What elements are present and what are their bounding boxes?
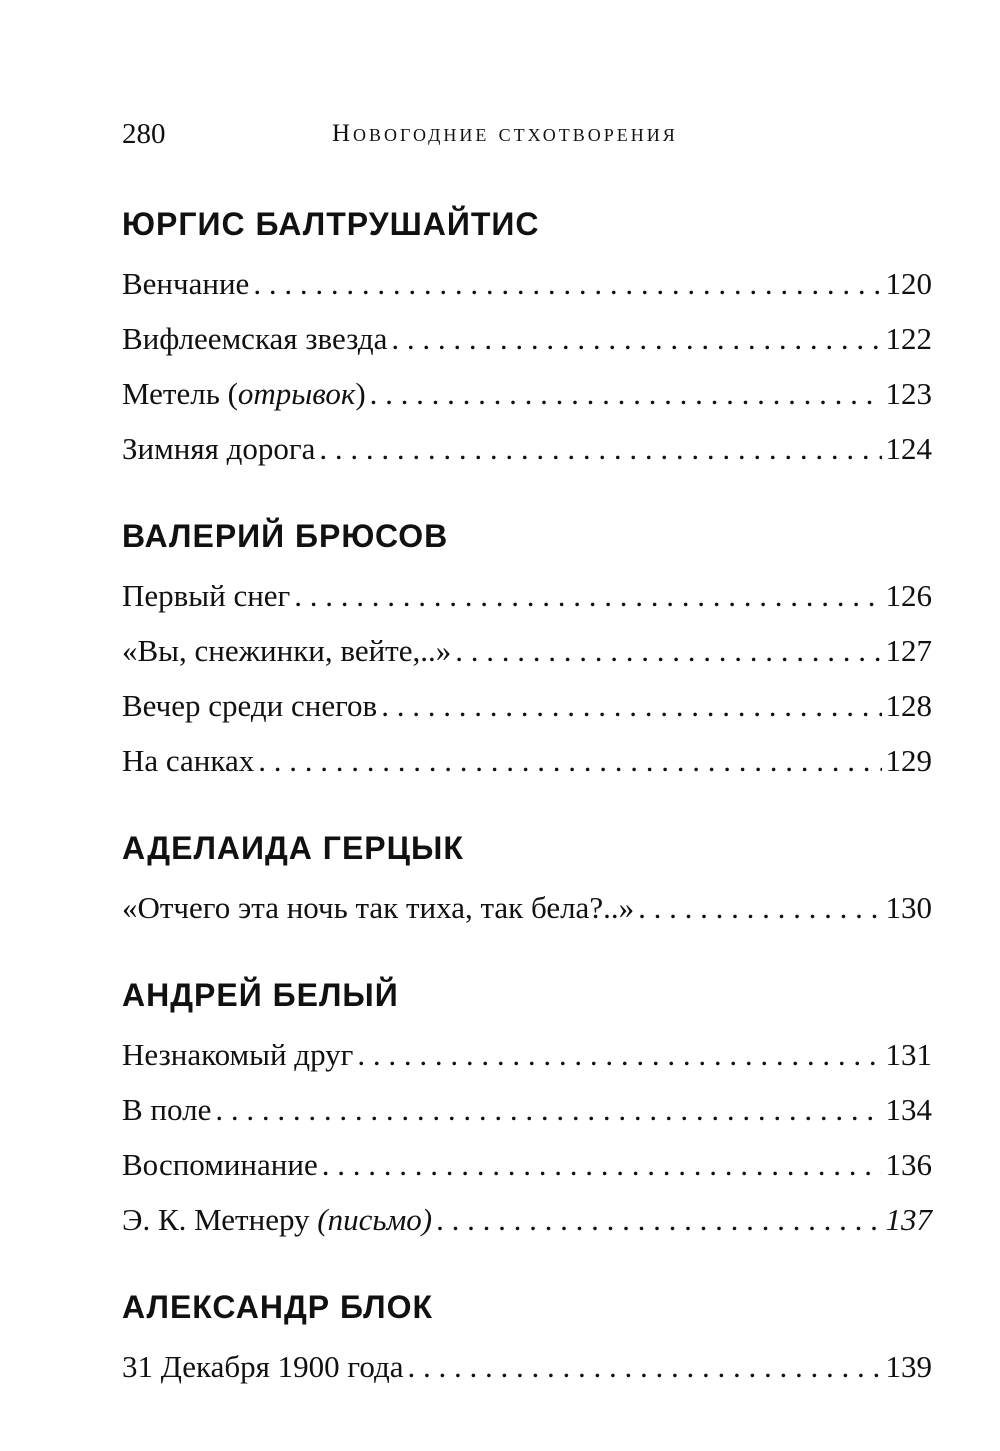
author-heading: АЛЕКСАНДР БЛОК xyxy=(122,1289,434,1325)
dot-leader xyxy=(258,733,881,788)
dot-leader xyxy=(391,311,881,366)
entry-title: «Отчего эта ночь так тиха, так бела?..» xyxy=(122,890,635,925)
toc-entry[interactable] xyxy=(122,1082,932,1137)
entry-title-main: Метель ( xyxy=(122,376,238,411)
toc-section-bryusov xyxy=(122,510,932,788)
entry-page-number: 136 xyxy=(885,1147,932,1182)
page-number: 280 xyxy=(122,118,166,150)
author-heading: АДЕЛАИДА ГЕРЦЫК xyxy=(122,830,464,866)
toc-entry[interactable] xyxy=(122,366,932,421)
entry-page-number: 134 xyxy=(885,1092,932,1127)
entry-page-number: 137 xyxy=(885,1202,932,1237)
entry-page-number: 128 xyxy=(885,688,932,723)
dot-leader xyxy=(322,1137,882,1192)
toc-entry[interactable] xyxy=(122,1339,932,1394)
dot-leader xyxy=(381,678,881,733)
book-page xyxy=(122,0,932,1451)
toc-entry[interactable] xyxy=(122,623,932,678)
entry-title: Венчание xyxy=(122,266,250,301)
toc-entry[interactable] xyxy=(122,678,932,733)
running-head xyxy=(122,118,932,158)
toc-entry[interactable] xyxy=(122,1027,932,1082)
dot-leader xyxy=(408,1339,882,1394)
entry-page-number: 129 xyxy=(885,743,932,778)
toc-section-blok xyxy=(122,1281,932,1394)
entry-page-number: 122 xyxy=(885,321,932,356)
entry-title: Зимняя дорога xyxy=(122,431,316,466)
entry-title-main: Э. К. Метнеру xyxy=(122,1202,318,1237)
entry-page-number: 130 xyxy=(885,890,932,925)
dot-leader xyxy=(253,256,881,311)
author-heading: АНДРЕЙ БЕЛЫЙ xyxy=(122,977,399,1013)
toc-entry[interactable] xyxy=(122,733,932,788)
entry-title: Воспоминание xyxy=(122,1147,318,1182)
toc-section-gertsyk xyxy=(122,822,932,935)
toc-section-baltrushaitis xyxy=(122,198,932,476)
table-of-contents xyxy=(122,198,932,1428)
entry-page-number: 120 xyxy=(885,266,932,301)
entry-title-note: (письмо) xyxy=(317,1202,433,1237)
dot-leader xyxy=(638,880,881,935)
dot-leader xyxy=(215,1082,881,1137)
entry-title xyxy=(122,1192,432,1247)
dot-leader xyxy=(294,568,881,623)
author-heading: ВАЛЕРИЙ БРЮСОВ xyxy=(122,518,449,554)
toc-entry[interactable] xyxy=(122,1192,932,1247)
dot-leader xyxy=(370,366,882,421)
entry-title: Вечер среди снегов xyxy=(122,688,378,723)
entry-page-number: 139 xyxy=(885,1349,932,1384)
toc-entry[interactable] xyxy=(122,421,932,476)
entry-page-number: 127 xyxy=(885,633,932,668)
toc-entry[interactable] xyxy=(122,1137,932,1192)
entry-title: На санках xyxy=(122,743,255,778)
entry-title: 31 Декабря 1900 года xyxy=(122,1349,404,1384)
dot-leader xyxy=(319,421,881,476)
entry-title: Первый снег xyxy=(122,578,291,613)
entry-page-number: 124 xyxy=(885,431,932,466)
entry-page-number: 123 xyxy=(885,376,932,411)
toc-entry[interactable] xyxy=(122,568,932,623)
entry-title: Вифлеемская звезда xyxy=(122,321,388,356)
toc-entry[interactable] xyxy=(122,311,932,366)
entry-title-note: отрывок xyxy=(237,376,356,411)
entry-page-number: 126 xyxy=(885,578,932,613)
running-title: Новогодние стхотворения xyxy=(332,120,678,147)
entry-title: «Вы, снежинки, вейте,..» xyxy=(122,633,452,668)
entry-page-number: 131 xyxy=(885,1037,932,1072)
toc-entry[interactable] xyxy=(122,256,932,311)
toc-section-bely xyxy=(122,969,932,1247)
entry-title: Незнакомый друг xyxy=(122,1037,354,1072)
entry-title: В поле xyxy=(122,1092,212,1127)
dot-leader xyxy=(455,623,881,678)
author-heading: ЮРГИС БАЛТРУШАЙТИС xyxy=(122,206,540,242)
entry-title-close: ) xyxy=(355,376,366,411)
entry-title xyxy=(122,366,366,421)
dot-leader xyxy=(436,1192,881,1247)
dot-leader xyxy=(357,1027,881,1082)
toc-entry[interactable] xyxy=(122,880,932,935)
